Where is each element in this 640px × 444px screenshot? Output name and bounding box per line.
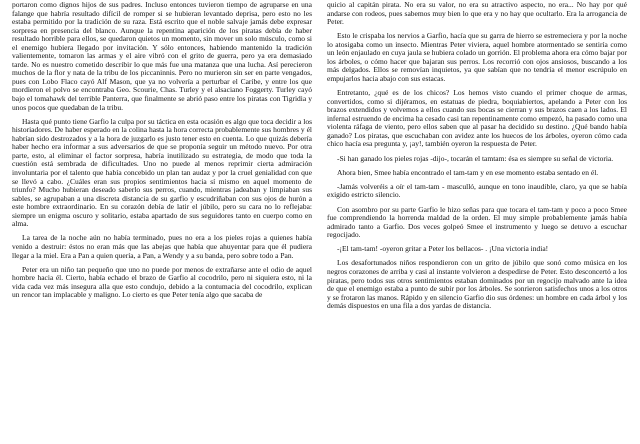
paragraph: Los desafortunados niños respondieron con un grito de júbilo que sonó como música en los negros corazones de arriba y casi al instante volvieron a despedirse de Peter. Esto desconcertó a los piratas, pero todos sus otros sentimientos estaban dominados por un regocijo malvado ante la idea de que el enemigo estaba a punto de subir por los árboles. Se sonrieron satisfechos unos a los otros y se frotaron las manos. Rápido y en silencio Garfio dio sus órdenes: un hombre en cada árbol y los demás dispuestos en una fila a dos yardas de distancia. [327,258,627,311]
paragraph: Con asombro por su parte Garfio le hizo señas para que tocara el tam-tam y poco a poco Smee fue comprendiendo la horrenda maldad de la orden. El muy simple probablemente jamás había admirado tanto a Garfio. Dos veces golpeó Smee el instrumento y luego se detuvo a escuchar regocijado. [327,204,627,240]
paragraph: Entretanto, ¿qué es de los chicos? Los hemos visto cuando el primer choque de armas, convertidos, como si dijéramos, en estatuas de piedra, boquiabiertos, apelando a Peter con los brazos extendidos y volvemos a ellos cuando sus bocas se cierran y sus brazos caen a los lados. El infernal estruendo de encima ha cesado casi tan repentinamente como empezó, ha pasado como una violenta ráfaga de viento, pero ellos saben que al pasar ha decidido su destino. ¿Qué bando había ganado? Los piratas, que escuchaban con avidez ante los huecos de los árboles, oyeron cómo cada chico hacía esa pregunta y, ¡ay!, también oyeron la respuesta de Peter. [327,88,627,149]
paragraph: Hasta qué punto tiene Garfio la culpa por su táctica en esta ocasión es algo que toca decidir a los historiadores. De haber esperado en la colina hasta la hora correcta probablemente sus hombres y él habrían sido destrozados y a la hora de juzgarlo es justo tener esto en cuenta. Lo que quizás debería haber hecho era informar a sus adversarios de que se proponía seguir un método nuevo. Por otra parte, esto, al eliminar el factor sorpresa, habría inutilizado su estrategia, de modo que toda la cuestión está sembrada de dificultades. Uno no puede al menos reprimir cierta admiración involuntaria por el talento que había concebido un plan tan audaz y por la cruel genialidad con que se llevó a cabo. ¿Cuáles eran sus propios sentimientos hacia sí mismo en aquel momento de triunfo? Mucho hubieran deseado saberlo sus perros, cuando, mientras jadeaban y limpiaban sus sables, se agrupaban a una discreta distancia de su garfio y escudriñaban con sus ojos de hurón a este hombre extraordinario. En su corazón debía de latir el júbilo, pero su cara no lo reflejaba: siempre un enigma oscuro y solitario, estaba apartado de sus seguidores tanto en cuerpo como en alma. [12,116,312,229]
right-text-column [327,1,627,316]
paragraph: La tarea de la noche aún no había terminado, pues no era a los pieles rojas a quienes había venido a destruir: éstos no eran más que las abejas que había que ahuyentar para que él pudiera llegar a la miel. Era a Pan a quien quería, a Pan, a Wendy y a su banda, pero sobre todo a Pan. [12,233,312,260]
paragraph: -Jamás volveréis a oír el tam-tam - masculló, aunque en tono inaudible, claro, ya que se había exigido estricto silencio. [327,181,627,200]
paragraph: quicio al capitán pirata. No era su valor, no era su atractivo aspecto, no era... No hay por qué andarse con rodeos, pues sabemos muy bien lo que era y no hay que ocultarlo. Era la arrogancia de Peter. [327,0,627,27]
paragraph: Esto le crispaba los nervios a Garfio, hacía que su garra de hierro se estremeciera y por la noche lo atosigaba como un insecto. Mientras Peter viviera, aquel hombre atormentado se sentiría como un león enjaulado en cuya jaula se hubiera colado un gorrión. El problema ahora era cómo bajar por los árboles, o cómo hacer que bajaran sus perros. Los recorrió con ojos ansiosos, buscando a los más delgados. Ellos se removían inquietos, ya que sabían que no tendría el menor escrúpulo en empujarlos hacia abajo con sus estacas. [327,31,627,83]
left-text-column [12,1,312,305]
paragraph: Peter era un niño tan pequeño que uno no puede por menos de extrañarse ante el odio de aquel hombre hacia él. Cierto, había echado el brazo de Garfio al cocodrilo, pero ni siquiera esto, ni la vida cada vez más insegura alla que esto condujo, debido a la contumacia del cocodrilo, explican un rencor tan implacable y maligno. Lo cierto es que Peter tenía algo que sacaba de [12,264,312,300]
paragraph: portaron como dignos hijos de sus padres. Incluso entonces tuvieron tiempo de agruparse en una falange que habría resultado difícil de romper si se hubieran levantado deprisa, pero esto no les estaba permitido por la tradición de su raza. Está escrito que el noble salvaje jamás debe expresar sorpresa en presencia del blanco. Aunque la repentina aparición de los piratas debía de haber resultado horrible para ellos, se quedaron quietos un momento, sin mover un solo músculo, como si el enemigo hubiera llegado por invitación. Y sólo entonces, habiendo mantenido la tradición valientemente, tomaron las armas y el aire vibró con el grito de guerra, pero ya era demasiado tarde. No es nuestro cometido describir lo que más fue una matanza que una lucha. Así perecieron muchos de la flor y nata de la tribu de los piccaninnis. Pero no murieron sin ser en parte vengados, pues con Lobo Flaco cayó Alf Mason, que ya no volvería a perturbar el Caribe, y entre los que mordieron el polvo se encontraba Geo. Scourie, Chas. Turley y el alsaciano Foggerty. Turley cayó bajo el tomahawk del terrible Panterra, que finalmente se abrió paso entre los piratas con Tigridia y unos pocos que quedaban de la tribu. [12,0,312,112]
paragraph: -¡El tam-tam! -oyeron gritar a Peter los bellacos- . ¡Una victoria india! [337,244,549,254]
paragraph: Ahora bien, Smee había encontrado el tam-tam y en ese momento estaba sentado en él. [337,167,599,177]
paragraph: -Si han ganado los pieles rojas -dijo-, tocarán el tamtam: ésa es siempre su señal de victoria. [337,153,614,163]
